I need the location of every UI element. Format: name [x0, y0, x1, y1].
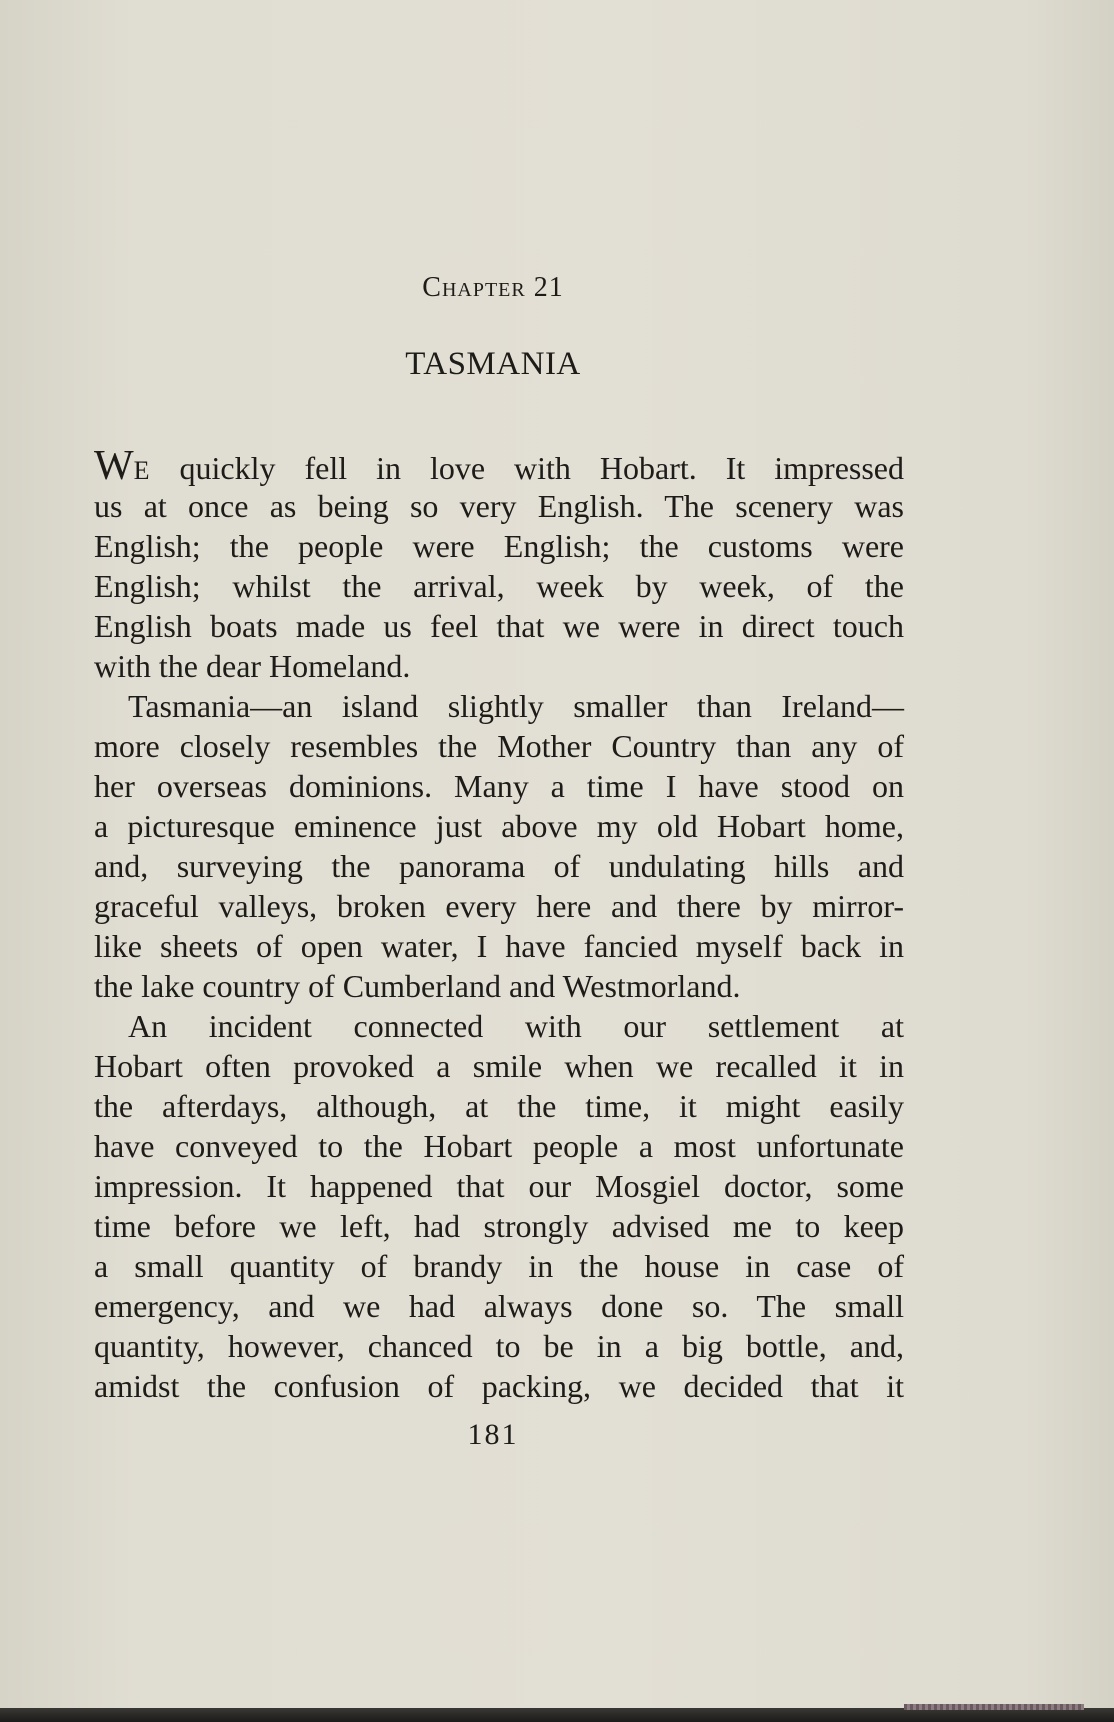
- text-line: more closely resembles the Mother Country than any of: [94, 728, 904, 764]
- drop-cap: W: [94, 443, 134, 489]
- text-line: like sheets of open water, I have fancied myself back in: [94, 928, 904, 964]
- text-line: and, surveying the panorama of undulating hills and: [94, 848, 904, 884]
- text-line: Tasmania—an island slightly smaller than Ireland—: [128, 688, 904, 724]
- page-bottom-edge: [0, 1708, 1114, 1722]
- paragraph: [94, 1006, 904, 1406]
- text-line: a picturesque eminence just above my old Hobart home,: [94, 808, 904, 844]
- chapter-title: TASMANIA: [405, 346, 581, 382]
- text-line: Hobart often provoked a smile when we recalled it in: [94, 1048, 904, 1084]
- text-line: impression. It happened that our Mosgiel doctor, some: [94, 1168, 904, 1204]
- text-line: graceful valleys, broken every here and there by mirror-: [94, 888, 904, 924]
- binding-stripe: [904, 1704, 1084, 1710]
- text-line: with the dear Homeland.: [94, 648, 411, 684]
- chapter-label: Chapter 21: [422, 272, 564, 303]
- text-line: English boats made us feel that we were in direct touch: [94, 608, 904, 644]
- text-line: the afterdays, although, at the time, it might easily: [94, 1088, 904, 1124]
- paragraph: [94, 443, 904, 686]
- text-line: amidst the confusion of packing, we decided that it: [94, 1368, 904, 1404]
- text-line: the lake country of Cumberland and Westmorland.: [94, 968, 741, 1004]
- page-number: 181: [467, 1418, 519, 1451]
- paragraph: [94, 686, 904, 1006]
- text-line: English; whilst the arrival, week by week, of the: [94, 568, 904, 604]
- text-line: English; the people were English; the customs were: [94, 528, 904, 564]
- text-line: have conveyed to the Hobart people a most unfortunate: [94, 1128, 904, 1164]
- text-line: time before we left, had strongly advised me to keep: [94, 1208, 904, 1244]
- body-text: [94, 443, 904, 1406]
- text-line: emergency, and we had always done so. The small: [94, 1288, 904, 1324]
- text-line: her overseas dominions. Many a time I have stood on: [94, 768, 904, 804]
- text-line: An incident connected with our settlement at: [128, 1008, 904, 1044]
- drop-cap-small-caps: E: [133, 456, 151, 485]
- text-line: us at once as being so very English. The scenery was: [94, 488, 904, 524]
- text-line: quantity, however, chanced to be in a big bottle, and,: [94, 1328, 904, 1364]
- text-line: [94, 443, 904, 489]
- first-line-text: quickly fell in love with Hobart. It impressed: [150, 450, 904, 486]
- text-line: a small quantity of brandy in the house in case of: [94, 1248, 904, 1284]
